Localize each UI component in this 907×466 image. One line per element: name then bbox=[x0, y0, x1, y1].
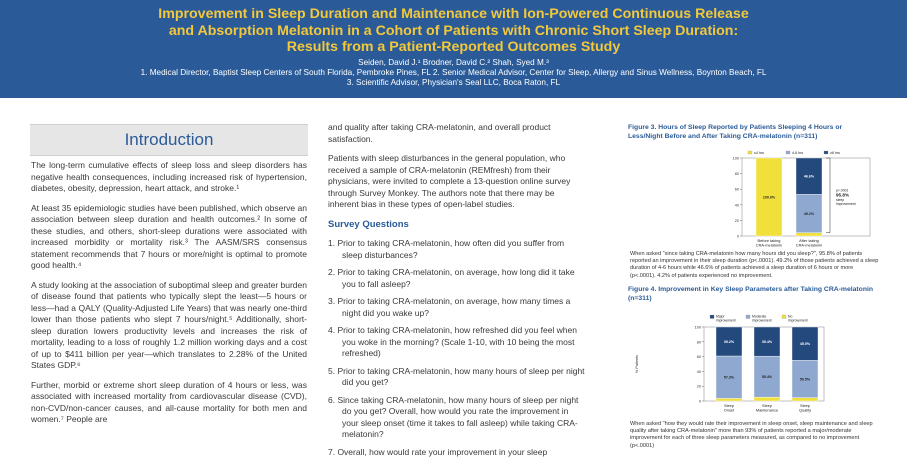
legend-swatch bbox=[746, 315, 750, 319]
legend-swatch bbox=[748, 151, 752, 154]
figure4-caption: When asked "how they would rate their improvement in sleep onset, sleep maintenance and sleep quality after taking CRA-melatonin" more than 93% of patients reported a major/moderate improvement for each of three sleep parameters measured, as compared to no improvement (p<.0001) bbox=[630, 421, 873, 449]
category-label: Sleep bbox=[762, 403, 772, 408]
bar-segment bbox=[792, 398, 818, 401]
poster-header bbox=[0, 0, 907, 98]
figure4-chart bbox=[630, 313, 885, 416]
y-tick-label: 20 bbox=[734, 218, 739, 223]
affiliations-line: 1. Medical Director, Baptist Sleep Centers of South Florida, Pembroke Pines, FL 2. Senior Medical Advisor, Center for Sleep, Allergy and Sinus Wellness, Boynton Beach, FL bbox=[140, 68, 767, 78]
bar-value-label: 46.6% bbox=[803, 174, 815, 179]
category-label: After taking bbox=[799, 238, 819, 243]
intro-paragraph: A study looking at the association of suboptimal sleep and greater burden of disease found that patients who typically slept the least—5 hours or less—had a QALY (Quality-Adjusted Life Years) that was nearly one-third lower than those patients who slept 7 hours/night.⁵ Additionally, short-sleep duration lowers productivity levels and increases the risk of mortality, leading to a loss of roughly 1.2 million working days and a cost of up to $411 billion per year—which translates to 2.28% of the United States GDP.⁶ bbox=[31, 279, 307, 370]
survey-question: 1. Prior to taking CRA-melatonin, how often did you suffer from sleep disturbances? bbox=[328, 238, 565, 260]
bar-segment bbox=[754, 397, 780, 401]
survey-question: 5. Prior to taking CRA-melatonin, how many hours of sleep per night did you get? bbox=[328, 365, 585, 387]
survey-question: 6. Since taking CRA-melatonin, how many hours of sleep per night do you get? Overall, how would you rate the improvement in your sleep onset (time it takes to fall asleep) while taking CRA-melatonin? bbox=[328, 394, 579, 439]
y-tick-label: 60 bbox=[696, 355, 701, 360]
methods-column bbox=[328, 122, 586, 464]
survey-question: 3. Prior to taking CRA-melatonin, on average, how many times a night did you wake up? bbox=[328, 296, 571, 318]
legend-swatch bbox=[824, 151, 828, 154]
legend-label: ≤4 hrs bbox=[754, 150, 764, 155]
bar-value-label: 39.2% bbox=[723, 340, 735, 345]
legend-label: Major bbox=[716, 314, 725, 319]
bracket-label: improvement bbox=[836, 201, 856, 206]
bar-value-label: 55.4% bbox=[761, 375, 773, 380]
category-label: CRA-melatonin bbox=[795, 242, 823, 248]
bar-value-label: 50.5% bbox=[799, 377, 811, 382]
y-axis-label: % Patients bbox=[635, 354, 639, 374]
survey-question: 4. Prior to taking CRA-melatonin, how refreshed did you feel when you woke in the morning? (Scale 1-10, with 10 being the most refreshed) bbox=[328, 325, 577, 358]
y-tick-label: 100 bbox=[732, 156, 739, 161]
figure4-title: Figure 4. Improvement in Key Sleep Parameters after Taking CRA-melatonin (n=311) bbox=[628, 286, 874, 302]
bar-segment bbox=[716, 398, 742, 401]
bar-segment bbox=[796, 233, 822, 236]
intro-paragraph: Further, morbid or extreme short sleep duration of 4 hours or less, was associated with increased mortality from cardiovascular disease (CVD), non-CVD/non-cancer causes, and all-cause mortality for both men and women.⁷ People are bbox=[31, 379, 307, 424]
bracket bbox=[826, 158, 830, 233]
legend-label: No bbox=[788, 314, 793, 319]
author-names: Seiden, David J.¹ Brodner, David C.² Shah, Syed M.³ bbox=[358, 58, 549, 67]
y-tick-label: 100 bbox=[694, 325, 701, 330]
category-label: Before taking bbox=[757, 238, 781, 243]
legend-label: ≥6 hrs bbox=[830, 150, 840, 155]
title-line: Improvement in Sleep Duration and Maintenance with Ion-Powered Continuous Release bbox=[158, 6, 749, 22]
bar-value-label: 100.0% bbox=[762, 195, 776, 200]
affiliations-line: 3. Scientific Advisor, Physician's Seal LLC, Boca Raton, FL bbox=[346, 78, 561, 88]
category-label: Maintenance bbox=[755, 407, 779, 413]
bracket-label: p<.0001 bbox=[836, 188, 849, 193]
methods-paragraph: Patients with sleep disturbances in the general population, who received a sample of CRA-melatonin (REMfresh) from their physicians, were invited to complete a 13-question online survey through Survey Monkey. The authors note that there may be inherent bias in these types of open-label studies. bbox=[328, 153, 571, 209]
introduction-heading: Introduction bbox=[30, 124, 308, 156]
survey-question: 2. Prior to taking CRA-melatonin, on average, how long did it take you to fall asleep? bbox=[328, 267, 575, 289]
bar-value-label: 57.3% bbox=[723, 375, 735, 380]
y-tick-label: 60 bbox=[734, 187, 739, 192]
legend-swatch bbox=[782, 315, 786, 319]
category-label: Onset bbox=[723, 407, 735, 413]
legend-label: 4-6 hrs bbox=[792, 150, 804, 155]
methods-paragraph: and quality after taking CRA-melatonin, and overall product satisfaction. bbox=[328, 122, 551, 144]
y-tick-label: 40 bbox=[734, 203, 739, 208]
legend-label: improvement bbox=[716, 318, 736, 323]
survey-question-list bbox=[328, 238, 586, 458]
y-tick-label: 80 bbox=[734, 172, 739, 177]
bracket-label: sleep bbox=[836, 197, 845, 202]
bracket-label: 95.8% bbox=[836, 192, 850, 198]
category-label: Sleep bbox=[724, 403, 734, 408]
bar-value-label: 45.0% bbox=[799, 342, 811, 347]
y-tick-label: 0 bbox=[698, 399, 701, 404]
legend-label: improvement bbox=[752, 318, 772, 323]
legend-label: improvement bbox=[788, 318, 808, 323]
introduction-column bbox=[31, 160, 307, 434]
figure3-chart bbox=[630, 150, 885, 248]
poster-title bbox=[0, 6, 907, 56]
y-tick-label: 20 bbox=[696, 384, 701, 389]
category-label: CRA-melatonin bbox=[755, 242, 783, 248]
y-tick-label: 40 bbox=[696, 369, 701, 374]
intro-paragraph: At least 35 epidemiologic studies have been published, which observe an association between sleep duration and health outcomes.² In some of these studies, and others, short-sleep durations were associated with increased morbidity or mortality risk.³ The AASM/SRS consensus statement recommends that 7 hours or more/night is optimal to promote good health.⁴ bbox=[31, 202, 307, 270]
category-label: Sleep bbox=[800, 403, 810, 408]
y-tick-label: 0 bbox=[736, 234, 739, 239]
bar-value-label: 49.2% bbox=[803, 212, 815, 217]
figure3-title: Figure 3. Hours of Sleep Reported by Patients Sleeping 4 Hours or Less/Night Before and After Taking CRA-melatonin (n=311) bbox=[628, 124, 843, 140]
y-tick-label: 80 bbox=[696, 340, 701, 345]
survey-questions-heading: Survey Questions bbox=[328, 218, 409, 230]
survey-question: 7. Overall, how would rate your improvement in your sleep bbox=[328, 446, 548, 457]
legend-swatch bbox=[710, 315, 714, 319]
legend-label: Moderate bbox=[752, 314, 767, 319]
category-label: Quality bbox=[798, 407, 812, 413]
title-line: Results from a Patient-Reported Outcomes Study bbox=[286, 39, 621, 55]
figure3-caption: When asked "since taking CRA-melatonin how many hours did you sleep?", 95.8% of patients reported an improvement in their sleep duration (p<.0001). 49.2% of those patients achieved a sleep duration of 4-6 hours while 46.6% of patients achieved a sleep duration of 6 hours or more (p<.0001). 4.2% of patients experienced no improvement. bbox=[630, 251, 879, 279]
intro-paragraph: The long-term cumulative effects of sleep loss and sleep disorders has negative health consequences, including increased risk of hypertension, diabetes, obesity, depression, heart attack, and stroke.¹ bbox=[31, 160, 307, 193]
author-block bbox=[0, 58, 907, 89]
bar-value-label: 39.4% bbox=[761, 340, 773, 345]
legend-swatch bbox=[786, 151, 790, 154]
title-line: and Absorption Melatonin in a Cohort of Patients with Chronic Short Sleep Duration: bbox=[168, 22, 739, 39]
